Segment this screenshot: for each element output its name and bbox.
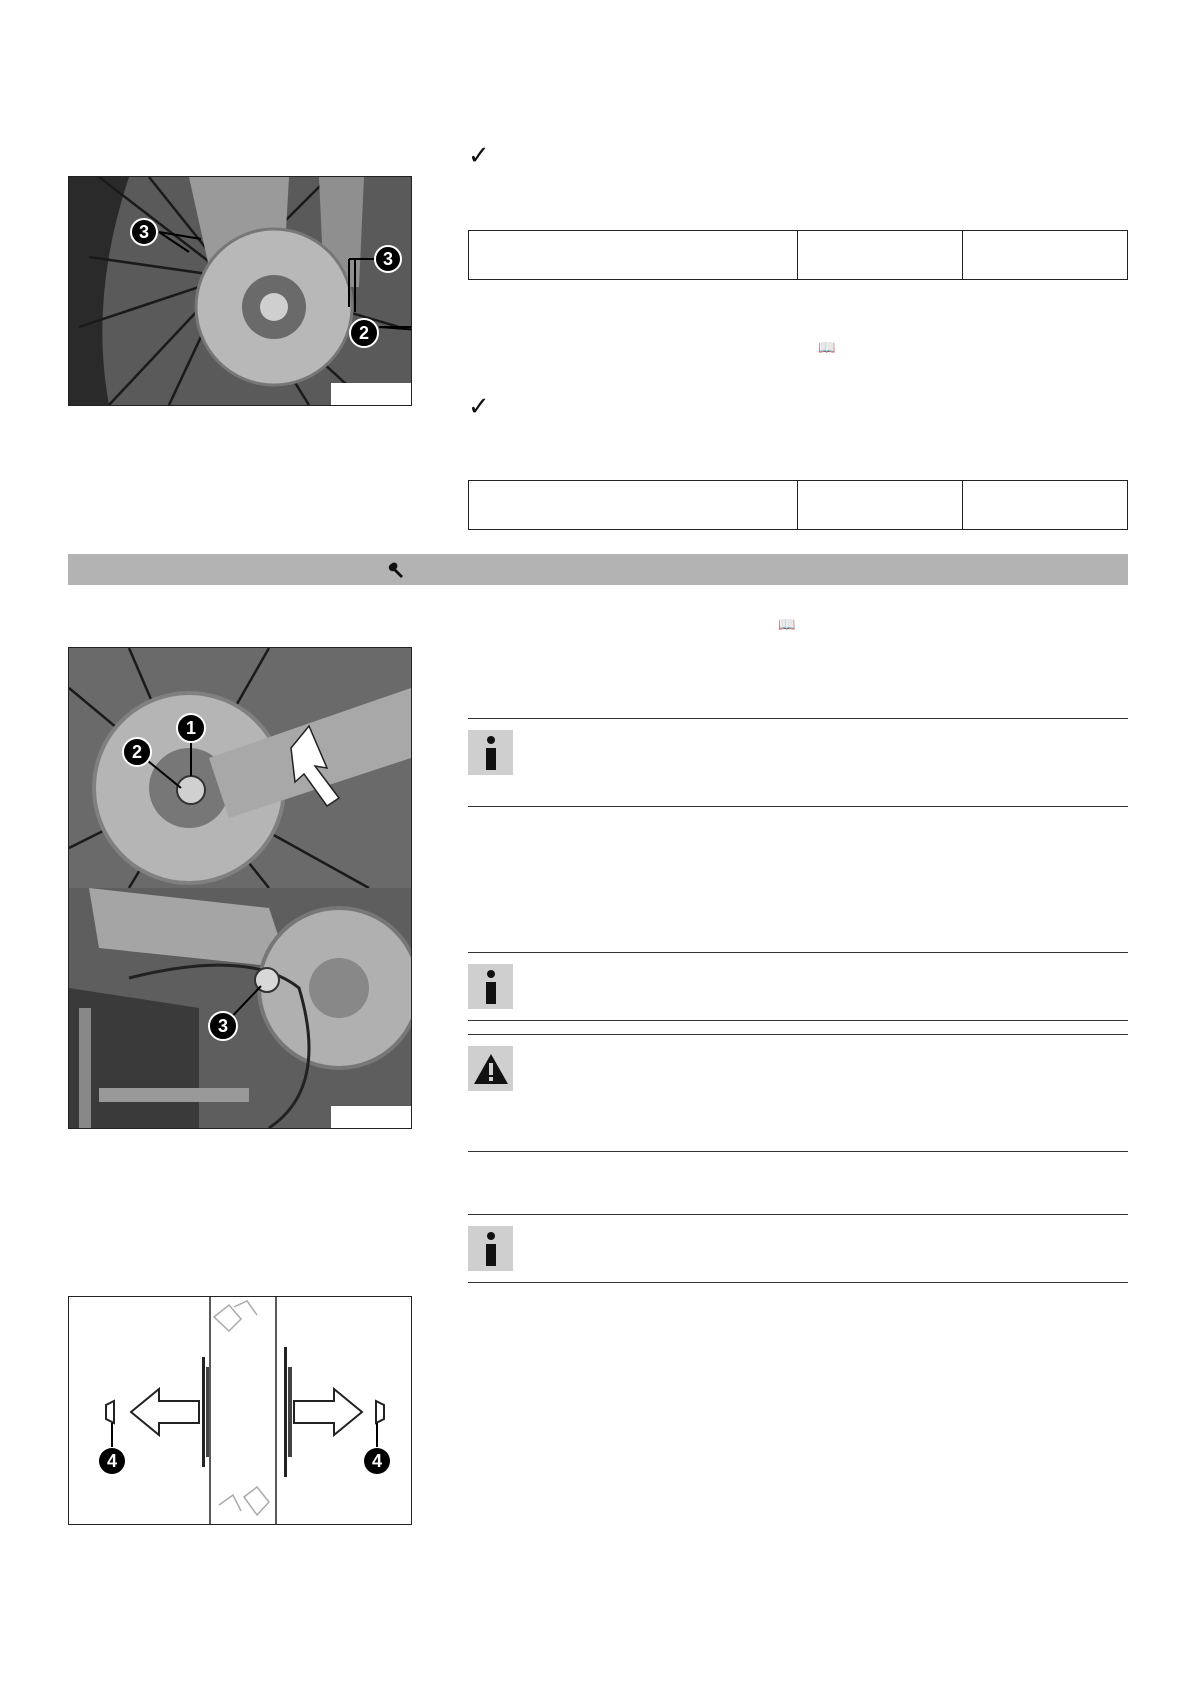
info-icon <box>468 1226 513 1271</box>
wrench-icon <box>388 561 406 579</box>
spec-table-2 <box>468 480 1128 530</box>
photo-tag-box <box>331 383 411 405</box>
divider <box>468 1151 1128 1152</box>
divider <box>468 1034 1128 1035</box>
book-icon: 📖 <box>778 617 796 633</box>
callout-3-rear: 3 <box>217 1016 229 1036</box>
rear-brake-disc-photo <box>68 647 412 1129</box>
spacers-diagram <box>68 1296 412 1525</box>
spec-cell <box>963 231 1128 280</box>
section-header-bar <box>68 554 1128 585</box>
callout-3b: 3 <box>382 249 394 269</box>
divider <box>468 1020 1128 1021</box>
photo-tag-box <box>331 1106 411 1128</box>
spec-cell <box>798 481 963 530</box>
spec-table-1 <box>468 230 1128 280</box>
callout-4-right: 4 <box>371 1451 383 1471</box>
front-brake-disc-photo <box>68 176 412 406</box>
divider <box>468 718 1128 719</box>
callout-1: 1 <box>185 718 197 738</box>
book-icon: 📖 <box>818 340 836 356</box>
check-icon: ✓ <box>468 392 490 422</box>
spec-cell <box>469 231 798 280</box>
spec-cell <box>469 481 798 530</box>
divider <box>468 952 1128 953</box>
divider <box>468 1214 1128 1215</box>
callout-2-front <box>344 313 384 353</box>
svg-text:2: 2 <box>358 323 370 343</box>
info-icon <box>468 730 513 775</box>
spec-cell <box>963 481 1128 530</box>
check-icon: ✓ <box>468 141 490 171</box>
divider <box>468 1282 1128 1283</box>
callout-2-rear: 2 <box>131 742 143 762</box>
info-icon <box>468 964 513 1009</box>
callout-3a: 3 <box>138 222 150 242</box>
divider <box>468 806 1128 807</box>
warning-icon <box>468 1046 513 1091</box>
spec-cell <box>798 231 963 280</box>
callout-4-left: 4 <box>106 1451 118 1471</box>
